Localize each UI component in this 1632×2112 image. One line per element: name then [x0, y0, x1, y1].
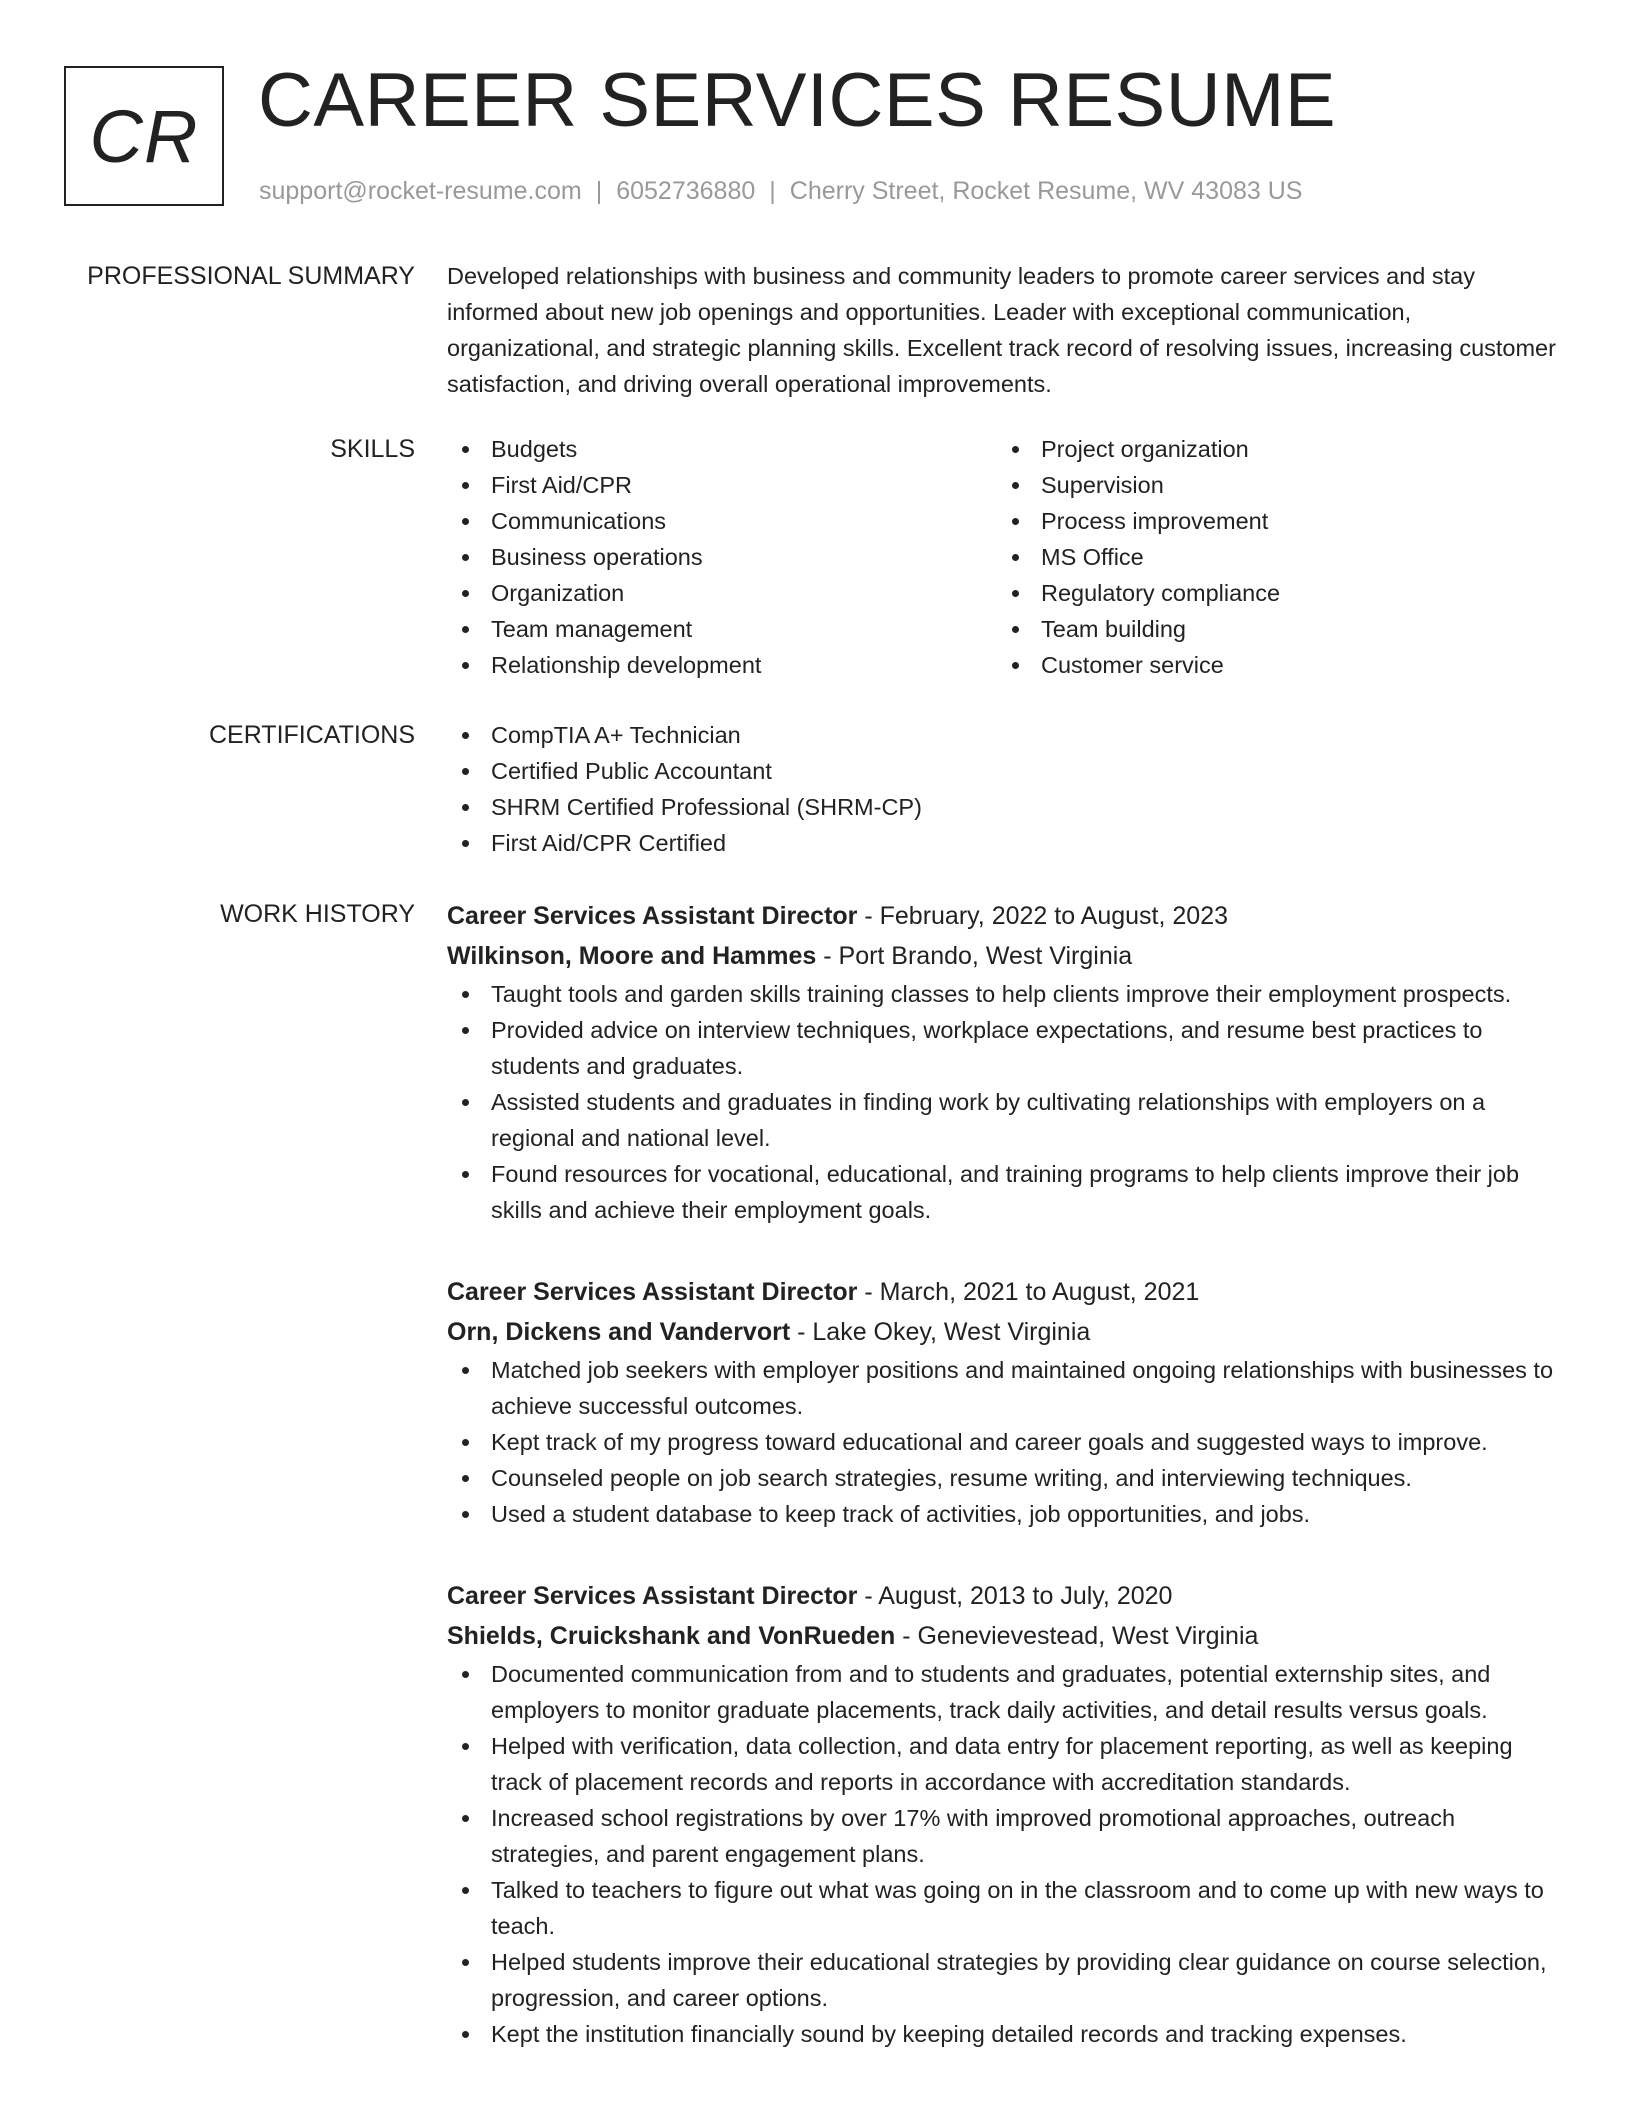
job-location: - Genevievestead, West Virginia — [895, 1622, 1259, 1650]
skill-item: MS Office — [997, 539, 1547, 575]
job-company: Orn, Dickens and Vandervort — [447, 1318, 791, 1346]
job-duties-list — [447, 976, 1559, 1228]
summary-text: Developed relationships with business and community leaders to promote career services and stay informed about new job openings and opportunities. Leader with exceptional communication, organizational, and strategic planning skills. Excellent track record of resolving issues, increasing customer satisfaction, and driving overall operational improvements. — [447, 263, 1556, 397]
skill-item: Relationship development — [447, 647, 997, 683]
certification-item: SHRM Certified Professional (SHRM-CP) — [447, 789, 1559, 825]
contact-email: support@rocket-resume.com — [259, 177, 582, 205]
job-duty: Provided advice on interview techniques, workplace expectations, and resume best practices to students and graduates. — [447, 1012, 1559, 1084]
job-duty: Counseled people on job search strategies, resume writing, and interviewing techniques. — [447, 1460, 1559, 1496]
job-duty: Taught tools and garden skills training classes to help clients improve their employment prospects. — [447, 976, 1559, 1012]
contact-line — [259, 174, 1302, 208]
job-entry — [447, 1576, 1559, 2052]
job-title-line — [447, 1576, 1559, 1616]
contact-address: Cherry Street, Rocket Resume, WV 43083 US — [789, 177, 1303, 205]
job-location: - Lake Okey, West Virginia — [790, 1318, 1091, 1346]
job-duty: Helped with verification, data collection, and data entry for placement reporting, as well as keeping track of placement records and reports in accordance with accreditation standards. — [447, 1728, 1559, 1800]
contact-separator: | — [595, 177, 603, 205]
skill-item: Team building — [997, 611, 1547, 647]
job-duty: Helped students improve their educational strategies by providing clear guidance on course selection, progression, and career options. — [447, 1944, 1559, 2016]
skill-item: Customer service — [997, 647, 1547, 683]
job-title: Career Services Assistant Director — [447, 902, 858, 930]
job-title: Career Services Assistant Director — [447, 1278, 858, 1306]
skills-body — [447, 431, 1559, 683]
certification-item: CompTIA A+ Technician — [447, 717, 1559, 753]
skills-list-right — [997, 431, 1547, 683]
certification-item: Certified Public Accountant — [447, 753, 1559, 789]
job-duties-list — [447, 1352, 1559, 1532]
certifications-list — [447, 717, 1559, 861]
job-duty: Increased school registrations by over 17% with improved promotional approaches, outreach strategies, and parent engagement plans. — [447, 1800, 1559, 1872]
skill-item: Supervision — [997, 467, 1547, 503]
job-dates: - March, 2021 to August, 2021 — [857, 1278, 1200, 1306]
section-label-skills: SKILLS — [330, 435, 415, 463]
job-duty: Kept track of my progress toward educational and career goals and suggested ways to improve. — [447, 1424, 1559, 1460]
job-company-line — [447, 1616, 1559, 1656]
skill-item: First Aid/CPR — [447, 467, 997, 503]
job-company: Shields, Cruickshank and VonRueden — [447, 1622, 896, 1650]
resume-title: CAREER SERVICES RESUME — [258, 58, 1337, 143]
summary-body — [447, 258, 1559, 402]
skill-item: Project organization — [997, 431, 1547, 467]
job-entry — [447, 1272, 1559, 1532]
certification-item: First Aid/CPR Certified — [447, 825, 1559, 861]
skill-item: Communications — [447, 503, 997, 539]
job-location: - Port Brando, West Virginia — [816, 942, 1133, 970]
job-dates: - February, 2022 to August, 2023 — [857, 902, 1229, 930]
skill-item: Business operations — [447, 539, 997, 575]
job-company-line — [447, 1312, 1559, 1352]
skill-item: Process improvement — [997, 503, 1547, 539]
job-company-line — [447, 936, 1559, 976]
job-dates: - August, 2013 to July, 2020 — [857, 1582, 1173, 1610]
skill-item: Organization — [447, 575, 997, 611]
job-title: Career Services Assistant Director — [447, 1582, 858, 1610]
job-duty: Kept the institution financially sound by keeping detailed records and tracking expenses. — [447, 2016, 1559, 2052]
job-company: Wilkinson, Moore and Hammes — [447, 942, 817, 970]
work-history-body — [447, 896, 1559, 2052]
contact-phone: 6052736880 — [616, 177, 756, 205]
job-duty: Documented communication from and to students and graduates, potential externship sites, and employers to monitor graduate placements, track daily activities, and detail results versus goals. — [447, 1656, 1559, 1728]
monogram-logo — [64, 66, 224, 206]
job-title-line — [447, 896, 1559, 936]
monogram-initials: CR — [89, 94, 199, 178]
job-duty: Talked to teachers to figure out what was going on in the classroom and to come up with new ways to teach. — [447, 1872, 1559, 1944]
section-label-work-history: WORK HISTORY — [220, 900, 415, 928]
skill-item: Budgets — [447, 431, 997, 467]
job-duty: Assisted students and graduates in finding work by cultivating relationships with employers on a regional and national level. — [447, 1084, 1559, 1156]
job-title-line — [447, 1272, 1559, 1312]
job-duty: Used a student database to keep track of activities, job opportunities, and jobs. — [447, 1496, 1559, 1532]
job-entry — [447, 896, 1559, 1228]
section-label-certifications: CERTIFICATIONS — [208, 721, 415, 749]
job-duties-list — [447, 1656, 1559, 2052]
job-duty: Matched job seekers with employer positions and maintained ongoing relationships with businesses to achieve successful outcomes. — [447, 1352, 1559, 1424]
certifications-body — [447, 717, 1559, 861]
contact-separator: | — [769, 177, 776, 205]
skill-item: Team management — [447, 611, 997, 647]
skills-list-left — [447, 431, 997, 683]
section-label-summary: PROFESSIONAL SUMMARY — [87, 262, 415, 290]
job-duty: Found resources for vocational, educational, and training programs to help clients improve their job skills and achieve their employment goals. — [447, 1156, 1559, 1228]
skill-item: Regulatory compliance — [997, 575, 1547, 611]
